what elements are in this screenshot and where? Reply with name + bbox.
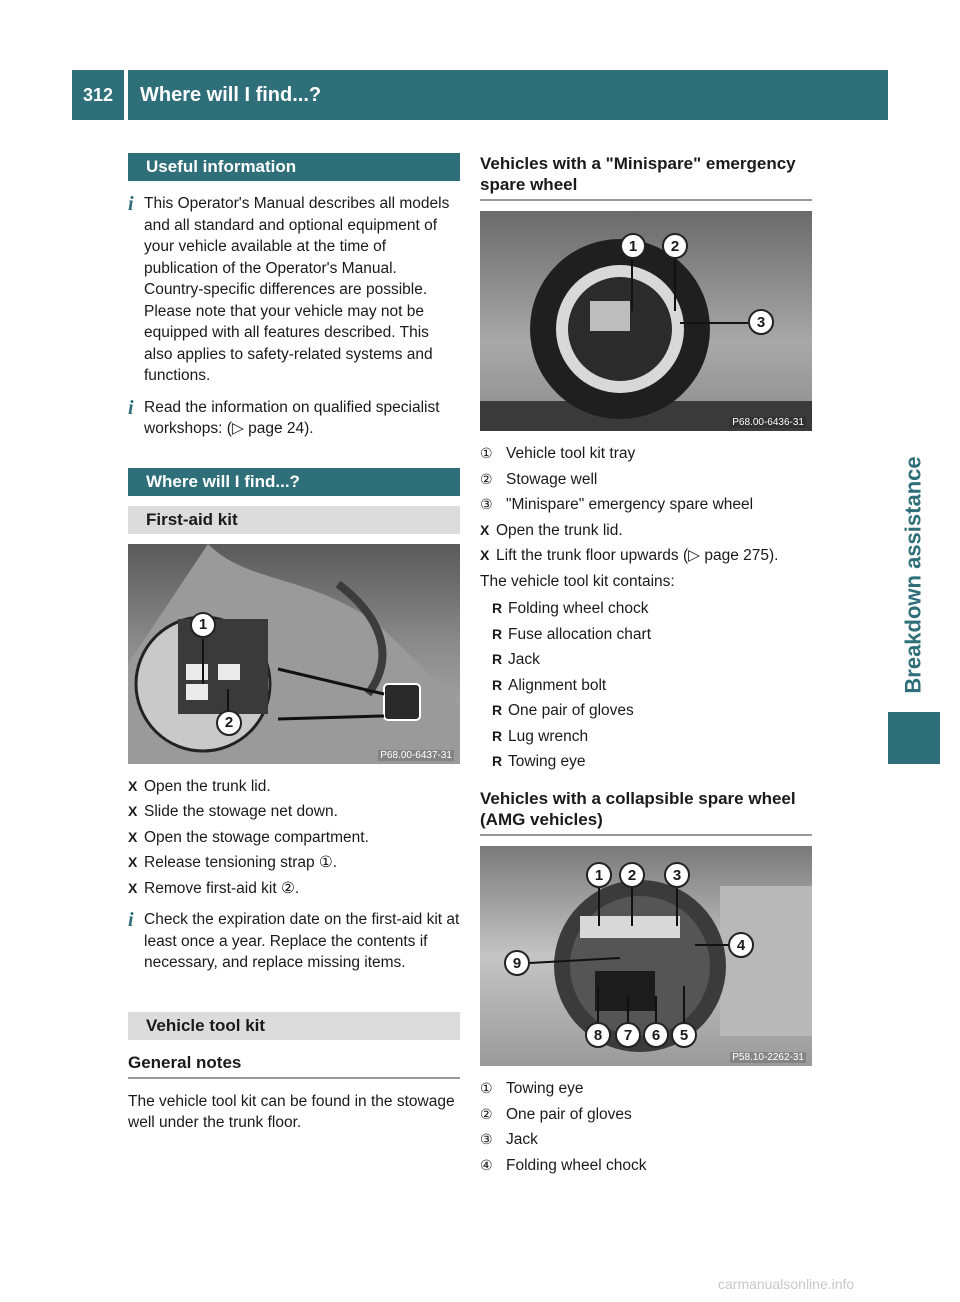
left-column: [128, 153, 460, 1134]
legend-item: [480, 443, 812, 464]
collapsible-heading: Vehicles with a collapsible spare wheel (AMG vehicles): [480, 788, 812, 836]
step: X Remove first-aid kit ②.: [128, 878, 460, 900]
callout-1: 1: [620, 233, 646, 259]
image-code: P58.10-2262-31: [732, 1052, 804, 1063]
legend-text: Jack: [506, 1131, 538, 1148]
page-number: 312: [72, 70, 124, 120]
legend-number: ②: [480, 1105, 493, 1122]
tool-kit-heading: Vehicle tool kit: [128, 1012, 460, 1040]
legend-text: Folding wheel chock: [506, 1156, 647, 1174]
collapsible-legend: [480, 1078, 812, 1176]
step: X Release tensioning strap ①.: [128, 852, 460, 874]
step: X Open the trunk lid.: [128, 776, 460, 798]
where-heading: Where will I find...?: [128, 468, 460, 496]
tool-kit-contents: [480, 598, 812, 772]
minispare-heading: Vehicles with a "Minispare" emergency spare wheel: [480, 153, 812, 201]
minispare-photo: [480, 211, 812, 431]
trunk-illustration: [128, 544, 460, 764]
first-aid-heading: First-aid kit: [128, 506, 460, 534]
callout-6: 6: [643, 1022, 669, 1048]
section-side-tab: [888, 450, 940, 700]
contains-intro: The vehicle tool kit contains:: [480, 572, 675, 590]
list-item: R Fuse allocation chart: [480, 624, 812, 645]
image-code: P68.00-6436-31: [732, 417, 804, 428]
list-item: R Folding wheel chock: [480, 598, 812, 619]
legend-item: [480, 1104, 812, 1125]
general-notes-text: The vehicle tool kit can be found in the stowage well under the trunk floor.: [128, 1092, 455, 1131]
side-tab-marker: [888, 712, 940, 764]
callout-2: 2: [619, 862, 645, 888]
callout-3: 3: [664, 862, 690, 888]
info-note: [128, 397, 460, 440]
callout-1: 1: [190, 612, 216, 638]
right-column: [480, 153, 812, 1180]
first-aid-steps: [128, 776, 460, 900]
callout-4: 4: [728, 932, 754, 958]
info-icon: i: [128, 193, 134, 215]
callout-1: 1: [586, 862, 612, 888]
side-tab-label: Breakdown assistance: [901, 456, 927, 694]
legend-item: [480, 469, 812, 490]
info-note: [128, 193, 460, 387]
step: X Lift the trunk floor upwards (▷ page 275).: [480, 545, 812, 567]
callout-9: 9: [504, 950, 530, 976]
useful-info-heading: Useful information: [128, 153, 460, 181]
list-item: R Alignment bolt: [480, 675, 812, 696]
legend-text: Towing eye: [506, 1080, 584, 1097]
list-item: R Jack: [480, 649, 812, 670]
minispare-steps: [480, 520, 812, 567]
first-aid-photo: [128, 544, 460, 764]
footer-watermark[interactable]: carmanualsonline.info: [718, 1276, 855, 1292]
general-notes-heading: General notes: [128, 1052, 460, 1079]
callout-8: 8: [585, 1022, 611, 1048]
callout-3: 3: [748, 309, 774, 335]
list-item: R Lug wrench: [480, 726, 812, 747]
info-note-text: Read the information on qualified specialist workshops: (▷ page 24).: [144, 398, 440, 437]
info-note: [128, 909, 460, 974]
info-icon: i: [128, 909, 134, 931]
legend-number: ①: [480, 445, 493, 461]
info-icon: i: [128, 396, 134, 419]
legend-item: [480, 1155, 812, 1176]
legend-number: ③: [480, 496, 493, 512]
step: X Open the trunk lid.: [480, 520, 812, 542]
legend-text: "Minispare" emergency spare wheel: [506, 496, 754, 513]
legend-number: ①: [480, 1080, 493, 1096]
collapsible-photo: [480, 846, 812, 1066]
callout-5: 5: [671, 1022, 697, 1048]
legend-item: [480, 1129, 812, 1150]
legend-number: ②: [480, 470, 493, 487]
legend-item: [480, 1078, 812, 1099]
legend-text: One pair of gloves: [506, 1105, 632, 1123]
list-item: R One pair of gloves: [480, 700, 812, 721]
minispare-legend: [480, 443, 812, 515]
legend-text: Vehicle tool kit tray: [506, 445, 636, 462]
step: X Slide the stowage net down.: [128, 801, 460, 823]
legend-number: ③: [480, 1131, 493, 1147]
list-item: R Towing eye: [480, 751, 812, 772]
callout-7: 7: [615, 1022, 641, 1048]
page-title: Where will I find...?: [128, 70, 888, 120]
info-note-text: This Operator's Manual describes all models and all standard and optional equipment of your vehicle available at the time of publication of the Operator's Manual. Country-specific differences are possible. Please note that your vehicle may not be equipped with all features described. This also applies to safety-related systems and functions.: [144, 195, 450, 384]
legend-item: [480, 494, 812, 515]
callout-2: 2: [216, 710, 242, 736]
image-code: P68.00-6437-31: [380, 749, 452, 761]
info-note-text: Check the expiration date on the first-aid kit at least once a year. Replace the contents if necessary, and replace missing items.: [144, 911, 460, 971]
legend-number: ④: [480, 1156, 493, 1173]
step: X Open the stowage compartment.: [128, 827, 460, 849]
legend-text: Stowage well: [506, 470, 598, 488]
callout-2: 2: [662, 233, 688, 259]
